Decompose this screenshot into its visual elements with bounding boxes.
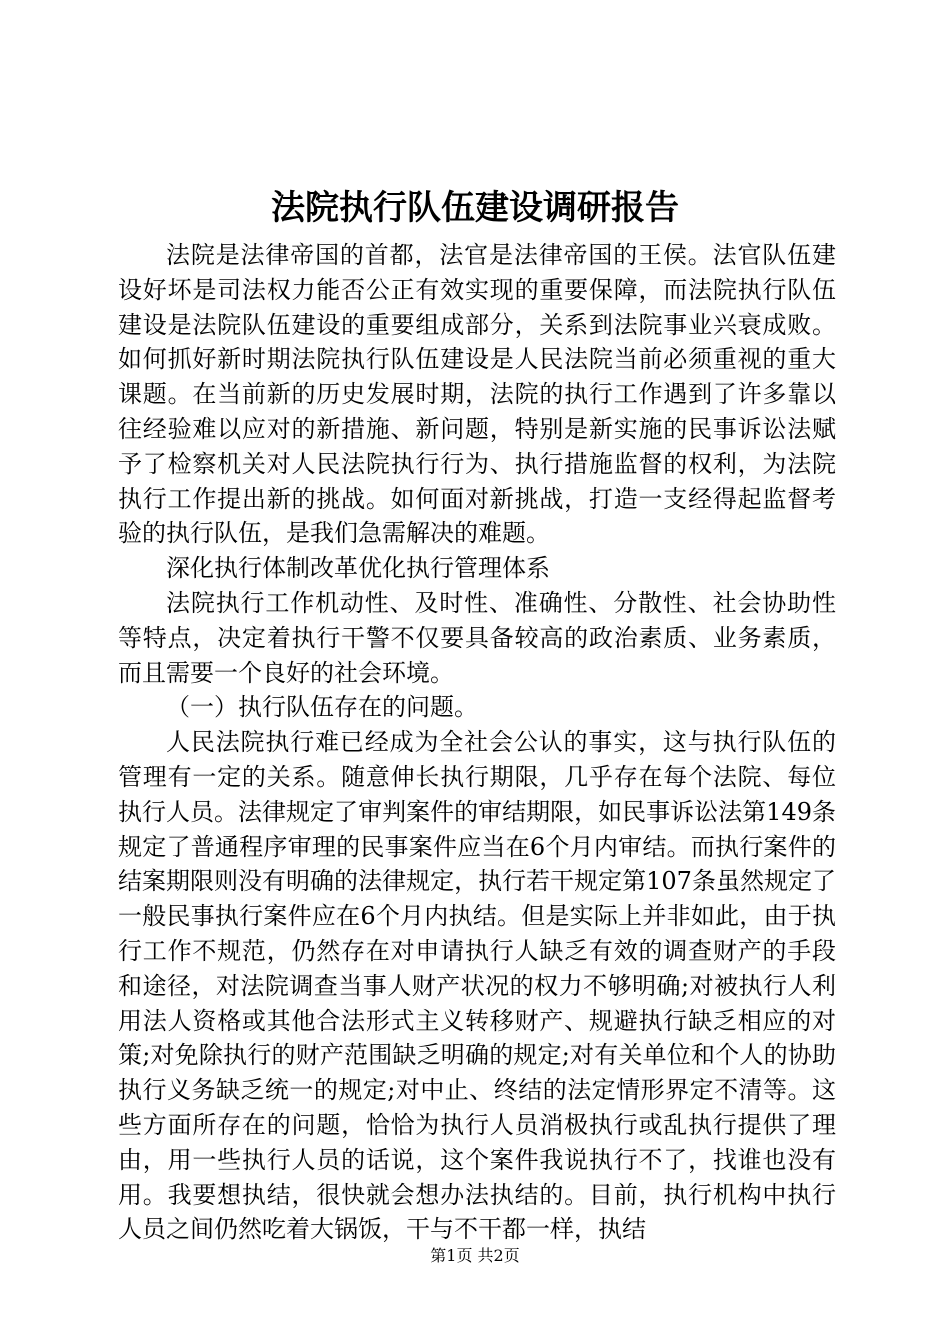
page-footer: 第1页 共2页 bbox=[430, 1246, 520, 1265]
paragraph-intro: 法院是法律帝国的首都，法官是法律帝国的王侯。法官队伍建设好坏是司法权力能否公正有效实现的重要保障，而法院执行队伍建设是法院队伍建设的重要组成部分，关系到法院事业兴衰成败。如何抓好新时期法院执行队伍建设是人民法院当前必须重视的重大课题。在当前新的历史发展时期，法院的执行工作遇到了许多靠以往经验难以应对的新措施、新问题，特别是新实施的民事诉讼法赋予了检察机关对人民法院执行行为、执行措施监督的权利，为法院执行工作提出新的挑战。如何面对新挑战，打造一支经得起监督考验的执行队伍，是我们急需解决的难题。 bbox=[118, 241, 836, 548]
document-title: 法院执行队伍建设调研报告 bbox=[271, 188, 679, 228]
paragraph-problems: 人民法院执行难已经成为全社会公认的事实，这与执行队伍的管理有一定的关系。随意伸长执行期限，几乎存在每个法院、每位执行人员。法律规定了审判案件的审结期限，如民事诉讼法第149条规定了普通程序审理的民事案件应当在6个月内审结。而执行案件的结案期限则没有明确的法律规定，执行若干规定第107条虽然规定了一般民事执行案件应在6个月内执结。但是实际上并非如此，由于执行工作不规范，仍然存在对申请执行人缺乏有效的调查财产的手段和途径，对法院调查当事人财产状况的权力不够明确;对被执行人利用法人资格或其他合法形式主义转移财产、规避执行缺乏相应的对策;对免除执行的财产范围缺乏明确的规定;对有关单位和个人的协助执行义务缺乏统一的规定;对中止、终结的法定情形界定不清等。这些方面所存在的问题，恰恰为执行人员消极执行或乱执行提供了理由，用一些执行人员的话说，这个案件我说执行不了，找谁也没有用。我要想执结，很快就会想办法执结的。目前，执行机构中执行人员之间仍然吃着大锅饭，干与不干都一样，执结 bbox=[118, 728, 836, 1244]
subsection-heading: （一）执行队伍存在的问题。 bbox=[166, 693, 478, 722]
section-heading: 深化执行体制改革优化执行管理体系 bbox=[166, 554, 550, 583]
document-body bbox=[118, 238, 836, 1247]
paragraph-characteristics: 法院执行工作机动性、及时性、准确性、分散性、社会协助性等特点，决定着执行干警不仅要具备较高的政治素质、业务素质，而且需要一个良好的社会环境。 bbox=[118, 588, 836, 687]
